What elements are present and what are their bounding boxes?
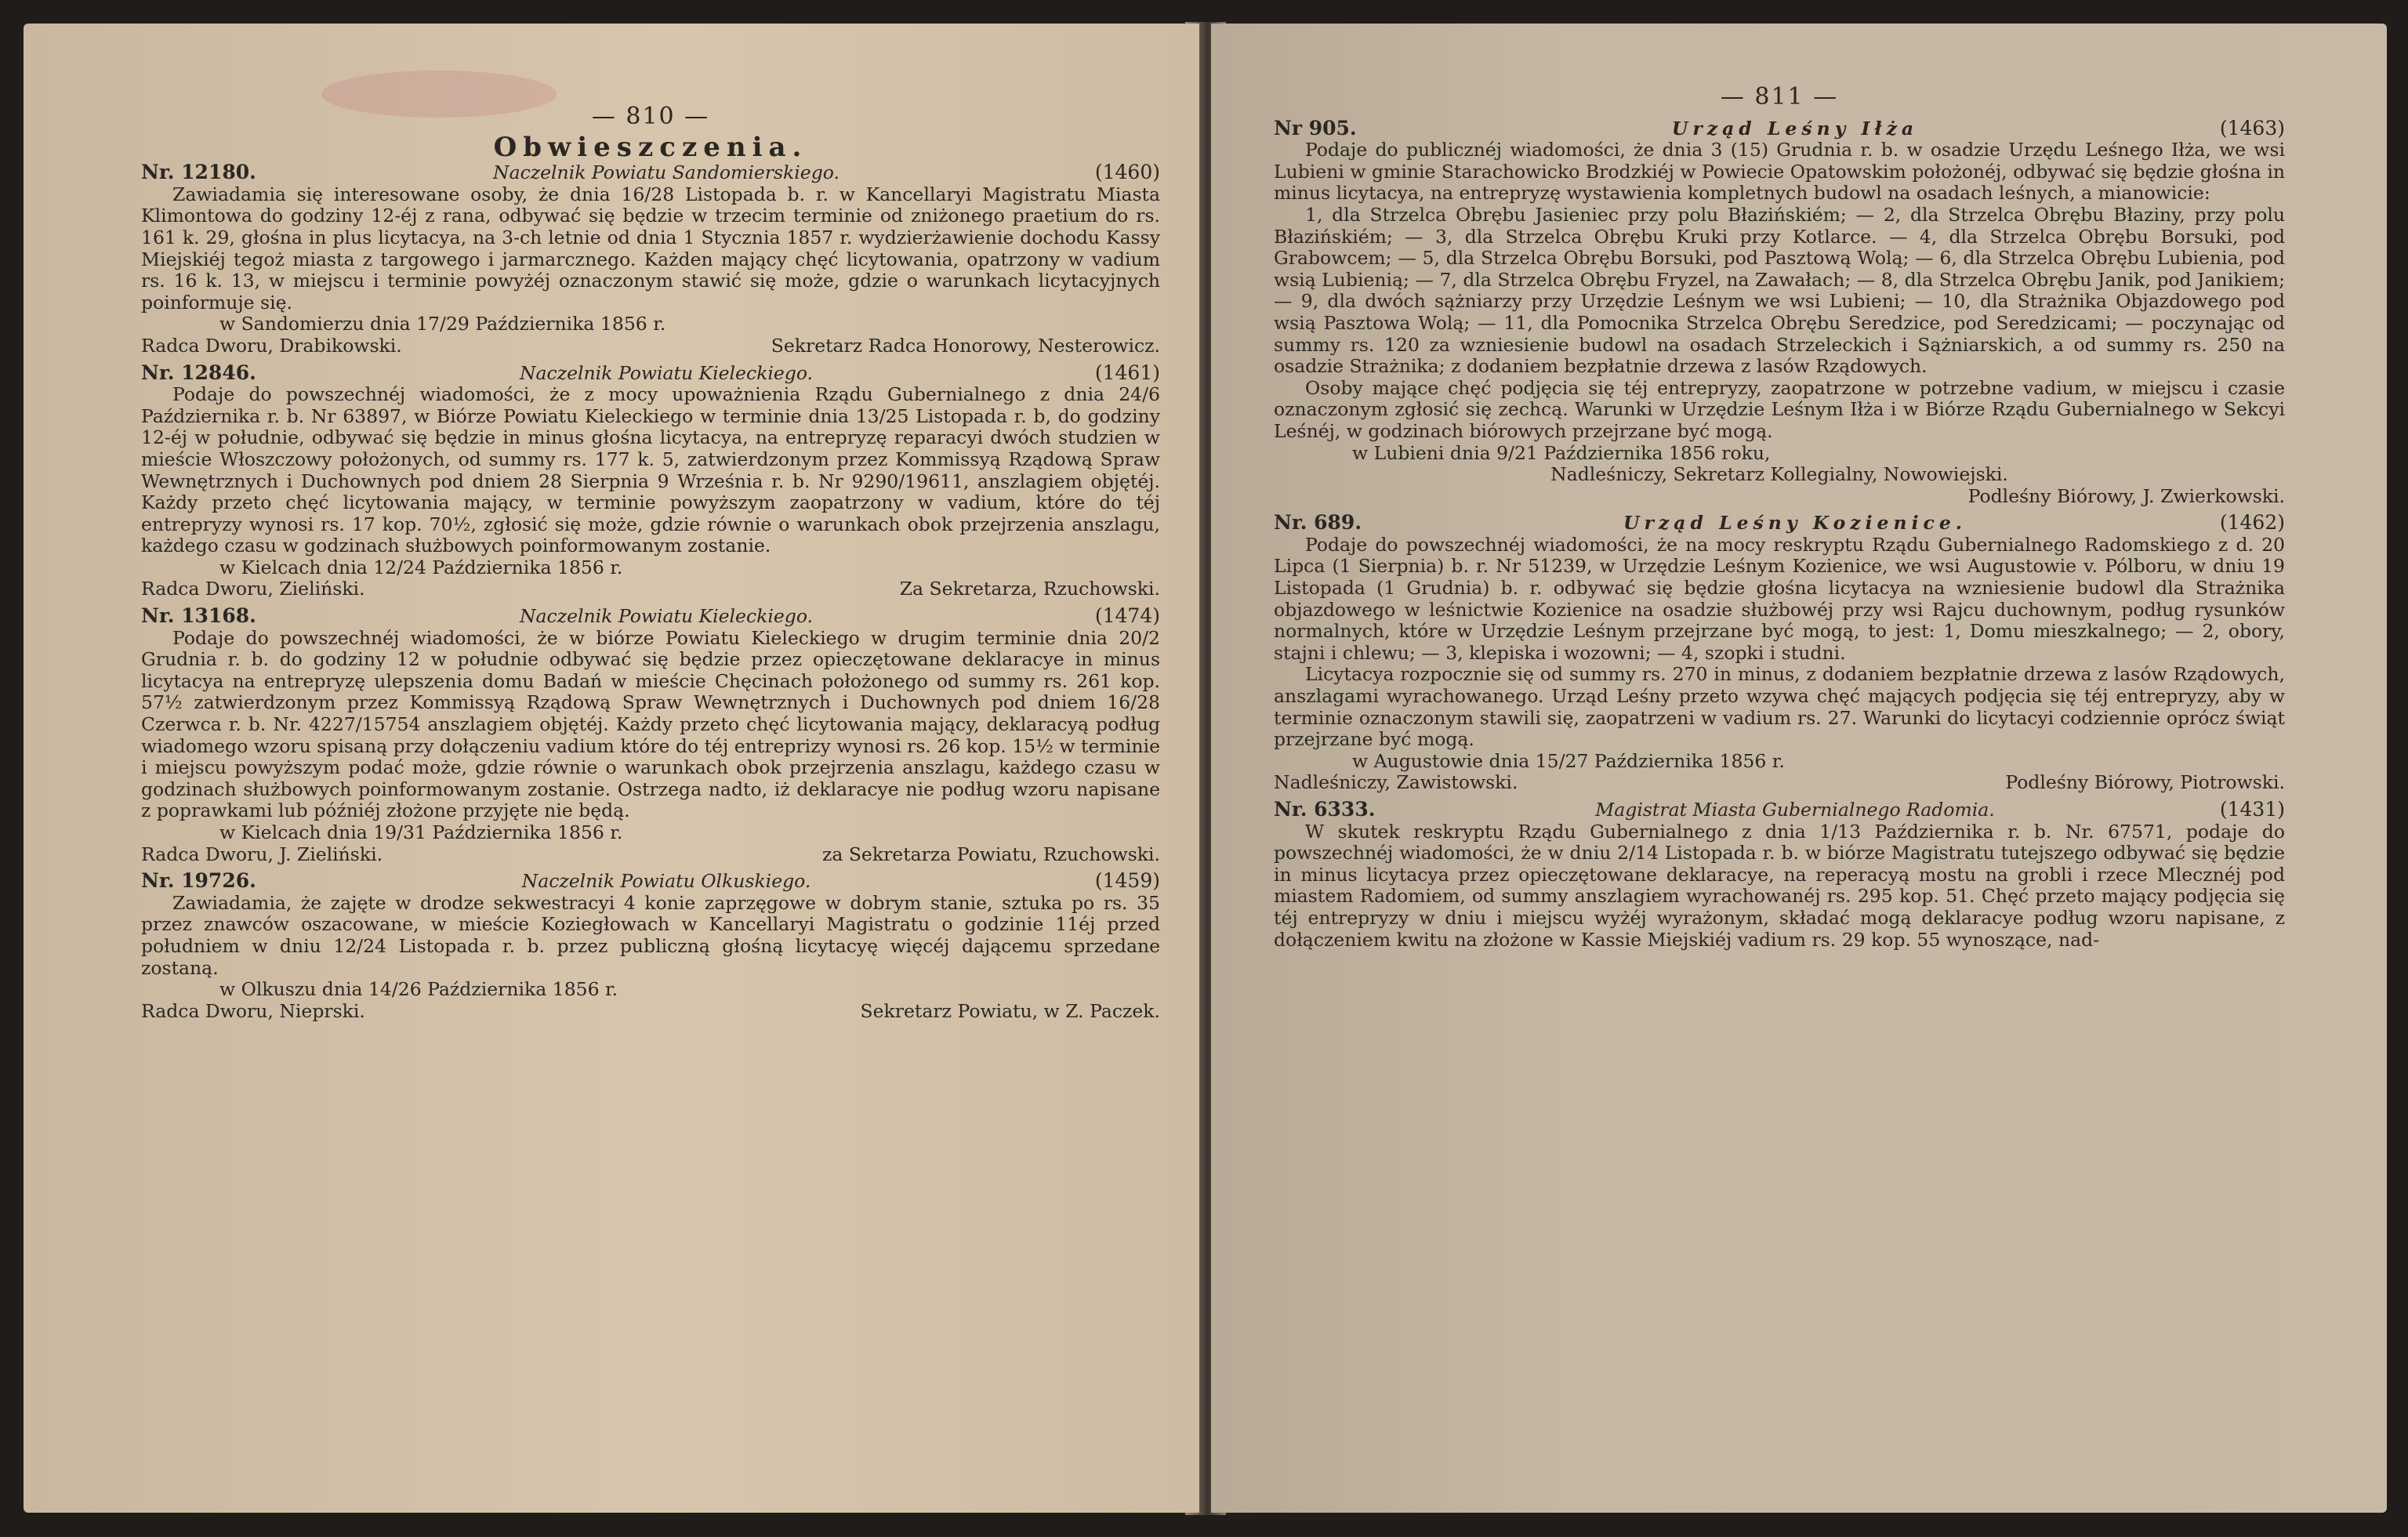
notice-ref: (1461) [1094, 361, 1160, 384]
notice-body-conditions: Licytacya rozpocznie się od summy rs. 270 in minus, z dodaniem bezpłatnie drzewa z lasów Rządowych, anszlagami wyrachowanego. Urząd Leśny przeto wzywa chęć mających podjęcia się téj entrepryzy, aby w terminie oznaczonym stawili się, zaopatrzeni w vadium rs. 27. Warunki do licytacyi codziennie oprócz świąt przejrzane być mogą. [1274, 663, 2285, 751]
notice-ref: (1459) [1094, 869, 1160, 893]
notice-header [1274, 799, 2285, 821]
notice-ref: (1474) [1094, 604, 1160, 628]
signature-left: Radca Dworu, J. Zieliński. [141, 843, 383, 865]
notice-signatures [1274, 772, 2285, 794]
notice-place-date: w Lubieni dnia 9/21 Października 1856 roku, [1352, 441, 1771, 464]
signature-left: Radca Dworu, Nieprski. [141, 999, 365, 1022]
notice-office: Urząd Leśny Iłża [1671, 117, 1919, 140]
notice-header [1274, 118, 2285, 140]
notice-header [141, 362, 1160, 385]
notice [141, 161, 1160, 357]
notice-body: Zawiadamia się interesowane osoby, że dnia 16/28 Listopada b. r. w Kancellaryi Magistratu Miasta Klimontowa do godziny 12-éj z rana, odbywać się będzie w trzecim terminie od zniżonego praetium do rs. 161 k. 29, głośna in plus licytacya, na 3-ch letnie od dnia 1 Stycznia 1857 r. wydzierżawienie dochodu Kassy Miejskiéj tegoż miasta z targowego i jarmarcznego. Każden mający chęć licytowania, opatrzony w vadium rs. 16 k. 13, w miejscu i terminie powyżéj oznaczonym stawić się może, gdzie o warunkach licytacyjnych poinformuje się. [141, 183, 1160, 314]
signature-right: Podleśny Biórowy, Piotrowski. [2005, 771, 2285, 794]
notice-ref: (1463) [2219, 116, 2285, 140]
right-page-content [1274, 83, 2285, 955]
notice-number: Nr. 19726. [141, 869, 256, 893]
notice-place-date: w Kielcach dnia 19/31 Października 1856 r. [219, 821, 623, 843]
signature-left: Nadleśniczy, Zawistowski. [1274, 771, 1518, 794]
page-number: — 811 — [1720, 83, 1839, 111]
page-number: — 810 — [591, 103, 710, 130]
notice-office: Naczelnik Powiatu Sandomierskiego. [493, 161, 840, 184]
notice-body: Zawiadamia, że zajęte w drodze sekwestracyi 4 konie zaprzęgowe w dobrym stanie, sztuka po rs. 35 przez znawców oszacowane, w mieście Koziegłowach w Kancellaryi Magistratu o godzinie 11éj przed południem w dniu 12/24 Listopada r. b. przez publiczną głośną licytacyę więcéj dającemu sprzedane zostaną. [141, 891, 1160, 979]
notice-body: W skutek reskryptu Rządu Gubernialnego z dnia 1/13 Października r. b. Nr. 67571, podaje do powszechnéj wiadomości, że w dniu 2/14 Listopada r. b. w biórze Magistratu tutejszego odbywać się będzie in minus licytacya przez opieczętowane deklaracye, na reperacyą mostu na grobli i rzece Mlecznéj pod miastem Radomiem, od summy anszlagiem wyrachowanéj rs. 295 kop. 51. Chęć przeto mający podjęcia się téj entrepryzy w dniu i miejscu wyżéj wyrażonym, składać mogą deklaracye podług wzoru napisane, z dołączeniem kwitu na złożone w Kassie Miejskiéj vadium rs. 29 kop. 55 wynoszące, nad- [1274, 820, 2285, 951]
notice-number: Nr. 13168. [141, 604, 256, 628]
notice-place-date: w Kielcach dnia 12/24 Października 1856 r. [219, 556, 623, 578]
notice-office: Naczelnik Powiatu Kieleckiego. [519, 605, 814, 628]
notice-body-list: 1, dla Strzelca Obrębu Jasieniec przy polu Błazińskiém; — 2, dla Strzelca Obrębu Błaziny, przy polu Błazińskiém; — 3, dla Strzelca Obrębu Kruki przy Kotlarce. — 4, dla Strzelca Obrębu Borsuki, pod Grabowcem; — 5, dla Strzelca Obrębu Borsuki, pod Pasztową Wolą; — 6, dla Strzelca Obrębu Lubienia, pod wsią Lubienią; — 7, dla Strzelca Obrębu Fryzel, na Zawałach; — 8, dla Strzelca Obrębu Janik, pod Janikiem; — 9, dla dwóch sążniarzy przy Urzędzie Leśnym we wsi Lubieni; — 10, dla Strażnika Objazdowego pod wsią Pasztowa Wolą; — 11, dla Pomocnika Strzelca Obrębu Seredzice, pod Seredzicami; — poczynając od summy rs. 120 za wzniesienie budowl na osadach Strzeleckich i Sążniarskich, a od summy rs. 250 na osadzie Strażnika; z dodaniem bezpłatnie drzewa z lasów Rządowych. [1274, 203, 2285, 378]
notice [141, 870, 1160, 1022]
notice-signatures [141, 335, 1160, 357]
right-page [1211, 24, 2387, 1513]
notice-body: Podaje do powszechnéj wiadomości, że z mocy upoważnienia Rządu Gubernialnego z dnia 24/6 Października r. b. Nr 63897, w Biórze Powiatu Kieleckiego w terminie dnia 13/25 Listopada r. b, do godziny 12-éj w południe, odbywać się będzie in minus głośna licytacya, na entrepryzę reparacyi dwóch studzien w mieście Włoszczowy położonych, od summy rs. 177 k. 5, zatwierdzonym przez Kommissyą Rządową Spraw Wewnętrznych i Duchownych pod dniem 28 Sierpnia 9 Września r. b. Nr 9290/19611, anszlagiem objętéj. Każdy przeto chęć licytowania mający, w terminie powyższym zaopatrzony w vadium, które do téj entrepryzy wynosi rs. 17 kop. 70½, zgłosić się może, gdzie równie o warunkach obok przejrzenia anszlagu, każdego czasu w godzinach służbowych poinformowanym zostanie. [141, 383, 1160, 557]
signature-line-2: Podleśny Biórowy, J. Zwierkowski. [1967, 484, 2285, 507]
signature-right: za Sekretarza Powiatu, Rzuchowski. [821, 843, 1160, 865]
notice-ref: (1460) [1094, 161, 1160, 184]
notice-signatures [141, 1001, 1160, 1023]
notice-number: Nr 905. [1274, 116, 1357, 140]
signature-line-1: Nadleśniczy, Sekretarz Kollegialny, Nowowiejski. [1550, 463, 2008, 486]
notice-office: Naczelnik Powiatu Kieleckiego. [519, 361, 814, 384]
left-page [24, 24, 1199, 1513]
notice-header [141, 605, 1160, 628]
notice-number: Nr. 12846. [141, 361, 256, 384]
notice-office: Magistrat Miasta Gubernialnego Radomia. [1595, 799, 1995, 821]
notice-body: Podaje do powszechnéj wiadomości, że w biórze Powiatu Kieleckiego w drugim terminie dnia 20/2 Grudnia r. b. do godziny 12 w południe odbywać się będzie przez opieczętowane deklaracye in minus licytacya na entrepryzę ulepszenia domu Badań w mieście Chęcinach położonego od summy rs. 261 kop. 57½ zatwierdzonym przez Kommissyą Rządową Spraw Wewnętrznych i Duchownych pod dniem 16/28 Czerwca r. b. Nr. 4227/15754 anszlagiem objętéj. Każdy przeto chęć licytowania mający, deklaracyą podług wiadomego wzoru spisaną przy dołączeniu vadium które do téj entreprizy wynosi rs. 26 kop. 15½ w terminie i miejscu powyższym podać może, gdzie równie o warunkach obok przejrzenia anszlagu, każdego czasu w godzinach służbowych poinformowanym zostanie. Ostrzega nadto, iż deklaracye nie podług wzoru napisane z poprawkami lub późniéj złożone przyjęte nie będą. [141, 626, 1160, 822]
notice [141, 605, 1160, 865]
notice-header [141, 870, 1160, 893]
notice-ref: (1462) [2219, 511, 2285, 535]
signature-right: Sekretarz Radca Honorowy, Nesterowicz. [771, 334, 1160, 357]
notice-header [1274, 512, 2285, 535]
notice-ref: (1431) [2219, 798, 2285, 821]
signature-right: Sekretarz Powiatu, w Z. Paczek. [860, 999, 1160, 1022]
notice-place-date: w Sandomierzu dnia 17/29 Października 1856 r. [219, 313, 666, 335]
notice-body: Podaje do powszechnéj wiadomości, że na mocy reskryptu Rządu Gubernialnego Radomskiego z d. 20 Lipca (1 Sierpnia) b. r. Nr 51239, w Urzędzie Leśnym Kozienice, we wsi Augustowie v. Pólboru, w dniu 19 Listopada (1 Grudnia) b. r. odbywać się będzie głośna licytacya na wzniesienie budowl dla Strażnika objazdowego w leśnictwie Kozienice na osadzie służbowéj przy wsi Rajcu duchownym, podług rysunków normalnych, które w Urzędzie Leśnym przejrzane być mogą, to jest: 1, Domu mieszkalnego; — 2, obory, stajni i chlewu; — 3, klepiska i wozowni; — 4, szopki i studni. [1274, 533, 2285, 664]
notice [1274, 118, 2285, 508]
left-page-content [141, 103, 1160, 1027]
signature-left: Radca Dworu, Drabikowski. [141, 334, 402, 357]
notice-office: Urząd Leśny Kozienice. [1623, 512, 1967, 535]
notice [1274, 799, 2285, 951]
notice-number: Nr. 6333. [1274, 798, 1376, 821]
notice-body: Podaje do publicznéj wiadomości, że dnia 3 (15) Grudnia r. b. w osadzie Urzędu Leśnego Iłża, we wsi Lubieni w gminie Starachowicko Brodzkiéj w Powiecie Opatowskim położonéj, odbywać się będzie głośna in minus licytacya, na entrepryzę wystawienia kompletnych budowl na osadach leśnych, a mianowicie: [1274, 139, 2285, 205]
notice-number: Nr. 689. [1274, 511, 1362, 535]
notice-number: Nr. 12180. [141, 161, 256, 184]
notice-place-date: w Augustowie dnia 15/27 Października 1856 r. [1352, 749, 1785, 772]
notice-place-date: w Olkuszu dnia 14/26 Października 1856 r. [219, 978, 618, 1001]
signature-right: Za Sekretarza, Rzuchowski. [899, 578, 1160, 600]
notice-body-conditions: Osoby mające chęć podjęcia się téj entrepryzy, zaopatrzone w potrzebne vadium, w miejscu i czasie oznaczonym zgłosić się zechcą. Warunki w Urzędzie Leśnym Iłża i w Biórze Rządu Gubernialnego w Sekcyi Leśnéj, w godzinach biórowych przejrzane być mogą. [1274, 376, 2285, 442]
notice [1274, 512, 2285, 794]
notice-office: Naczelnik Powiatu Olkuskiego. [521, 870, 811, 893]
notice-signatures [141, 844, 1160, 866]
notice-header [141, 161, 1160, 184]
notice-signatures [141, 578, 1160, 600]
section-heading: Obwieszczenia. [493, 131, 808, 163]
signature-left: Radca Dworu, Zieliński. [141, 578, 365, 600]
notice [141, 362, 1160, 601]
